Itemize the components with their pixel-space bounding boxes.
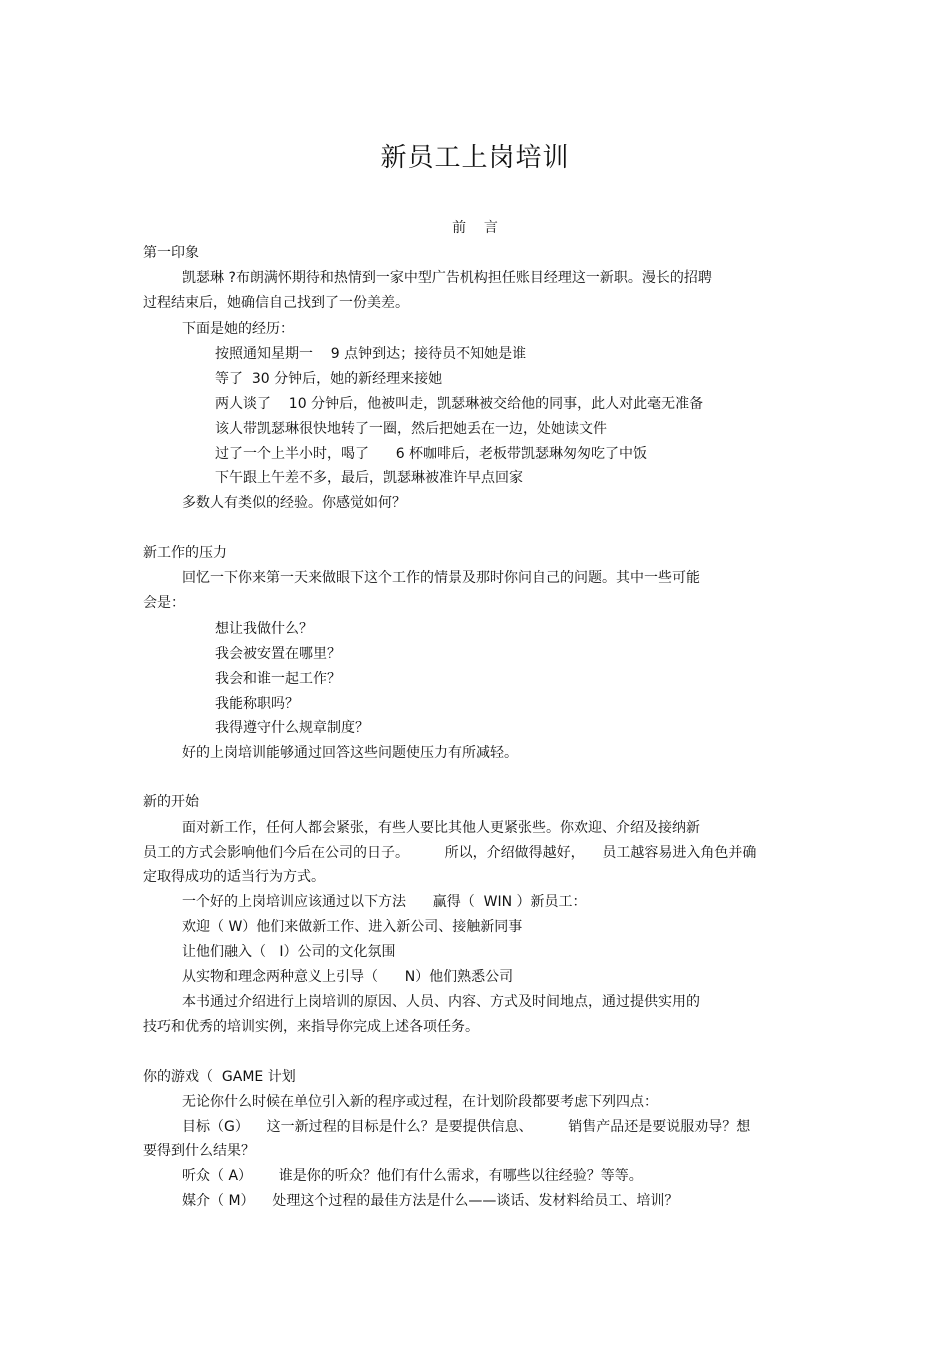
text-line: 新的开始 <box>143 794 199 810</box>
text-line: 欢迎（ W）他们来做新工作、进入新公司、接触新同事 <box>182 919 523 935</box>
text-line: 会是： <box>143 595 185 611</box>
text-line: 下面是她的经历： <box>182 321 294 337</box>
text-line: 一个好的上岗培训应该通过以下方法 赢得（ WIN ）新员工： <box>182 894 587 910</box>
text-line: 下午跟上午差不多，最后，凯瑟琳被准许早点回家 <box>215 470 523 486</box>
text-line: 新工作的压力 <box>143 545 227 561</box>
text-line: 无论你什么时候在单位引入新的程序或过程，在计划阶段都要考虑下列四点： <box>182 1094 658 1110</box>
text-line: 等了 30 分钟后，她的新经理来接她 <box>215 371 443 387</box>
text-line: 凯瑟琳 ?布朗满怀期待和热情到一家中型广告机构担任账目经理这一新职。漫长的招聘 <box>182 270 712 286</box>
text-line: 媒介（ M） 处理这个过程的最佳方法是什么——谈话、发材料给员工、培训？ <box>182 1193 679 1209</box>
text-line: 回忆一下你来第一天来做眼下这个工作的情景及那时你问自己的问题。其中一些可能 <box>182 570 700 586</box>
text-line: 听众（ A） 谁是你的听众？他们有什么需求，有哪些以往经验？等等。 <box>182 1168 643 1184</box>
text-line: 目标（G） 这一新过程的目标是什么？是要提供信息、 销售产品还是要说服劝导？想 <box>182 1119 751 1135</box>
text-line: 定取得成功的适当行为方式。 <box>143 869 325 885</box>
text-line: 我能称职吗？ <box>215 696 299 712</box>
text-line: 你的游戏（ GAME 计划 <box>143 1069 296 1085</box>
text-line: 技巧和优秀的培训实例，来指导你完成上述各项任务。 <box>143 1019 479 1035</box>
text-line: 好的上岗培训能够通过回答这些问题使压力有所减轻。 <box>182 745 518 761</box>
text-line: 我会被安置在哪里？ <box>215 646 341 662</box>
text-line: 前 言 <box>452 220 498 236</box>
text-line: 过了一个上半小时，喝了 6 杯咖啡后，老板带凯瑟琳匆匆吃了中饭 <box>215 446 648 462</box>
text-line: 本书通过介绍进行上岗培训的原因、人员、内容、方式及时间地点，通过提供实用的 <box>182 994 700 1010</box>
text-line: 多数人有类似的经验。你感觉如何？ <box>182 495 406 511</box>
text-line: 要得到什么结果？ <box>143 1143 255 1159</box>
text-line: 员工的方式会影响他们今后在公司的日子。 所以，介绍做得越好， 员工越容易进入角色并确 <box>143 845 757 861</box>
document-title: 新员工上岗培训 <box>380 143 570 174</box>
text-line: 第一印象 <box>143 245 199 261</box>
text-line: 该人带凯瑟琳很快地转了一圈，然后把她丢在一边，处她读文件 <box>215 421 607 437</box>
text-line: 让他们融入（ I）公司的文化氛围 <box>182 944 396 960</box>
text-line: 我会和谁一起工作？ <box>215 671 341 687</box>
text-line: 按照通知星期一 9 点钟到达；接待员不知她是谁 <box>215 346 527 362</box>
text-line: 两人谈了 10 分钟后，他被叫走，凯瑟琳被交给他的同事，此人对此毫无准备 <box>215 396 704 412</box>
text-line: 面对新工作，任何人都会紧张，有些人要比其他人更紧张些。你欢迎、介绍及接纳新 <box>182 820 700 836</box>
text-line: 我得遵守什么规章制度？ <box>215 720 369 736</box>
text-line: 过程结束后，她确信自己找到了一份美差。 <box>143 295 409 311</box>
text-line: 想让我做什么？ <box>215 621 313 637</box>
text-line: 从实物和理念两种意义上引导（ N）他们熟悉公司 <box>182 969 514 985</box>
